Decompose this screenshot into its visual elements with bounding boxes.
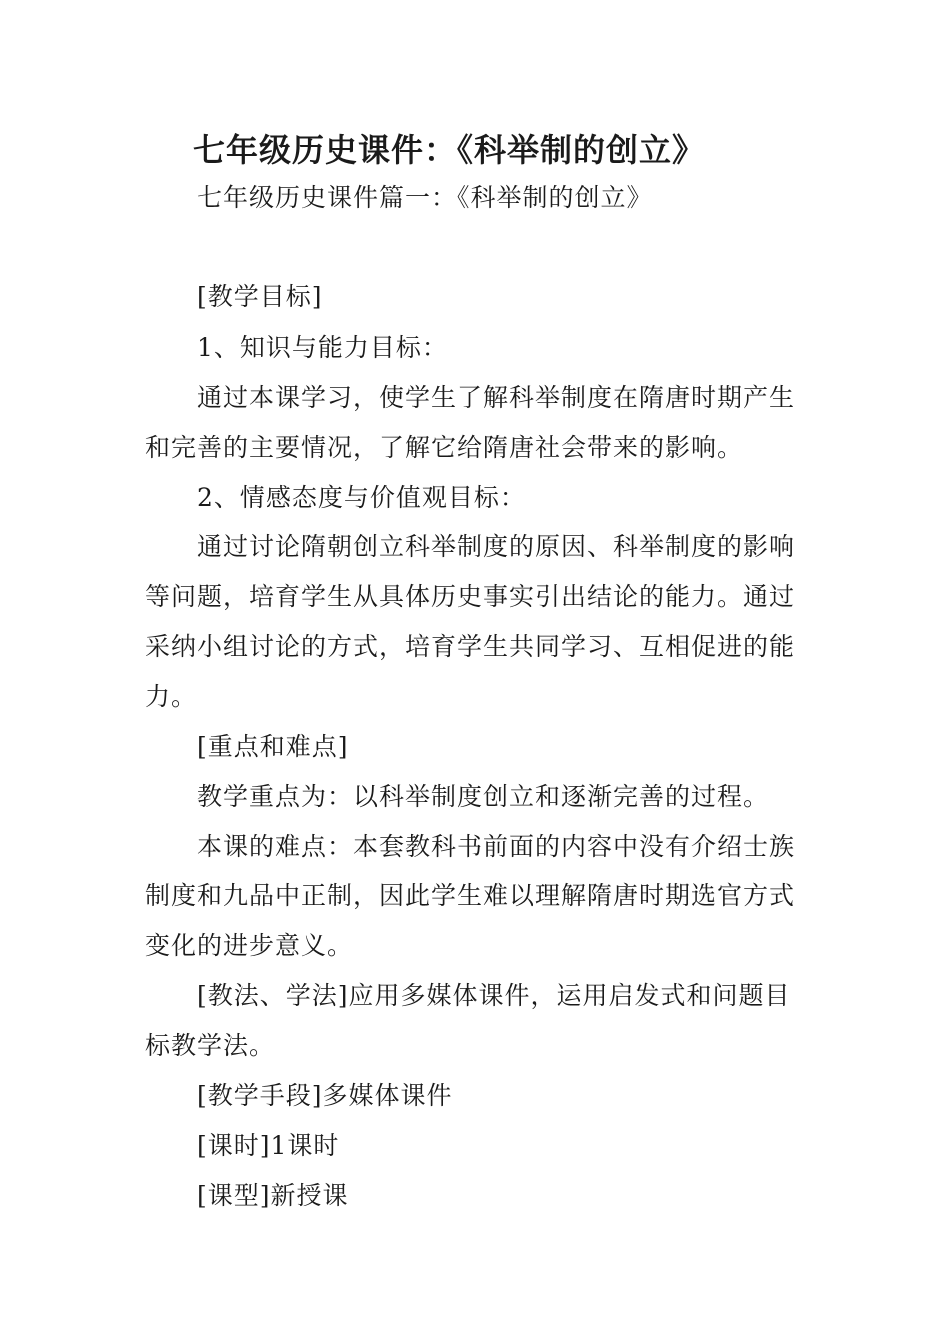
objective-heading-attitude: 2、情感态度与价值观目标：: [197, 483, 526, 512]
section-class-hours: [课时]1课时: [197, 1131, 340, 1160]
document-subtitle: 七年级历史课件篇一：《科举制的创立》: [197, 183, 653, 212]
document-title: 七年级历史课件：《科举制的创立》: [193, 131, 706, 169]
paragraph-line: 通过本课学习，使学生了解科举制度在隋唐时期产生: [197, 383, 796, 412]
paragraph-line: 等问题，培育学生从具体历史事实引出结论的能力。通过: [145, 582, 796, 611]
objective-heading-knowledge: 1、知识与能力目标：: [197, 333, 448, 362]
paragraph-line: 力。: [145, 682, 198, 711]
paragraph-line: 教学重点为：以科举制度创立和逐渐完善的过程。: [197, 782, 770, 811]
section-teaching-methods: [教法、学法]应用多媒体课件，运用启发式和问题目: [197, 981, 791, 1010]
paragraph-line: 标教学法。: [145, 1031, 276, 1060]
section-heading-objectives: [教学目标]: [197, 282, 323, 311]
section-teaching-means: [教学手段]多媒体课件: [197, 1081, 453, 1110]
paragraph-line: 制度和九品中正制，因此学生难以理解隋唐时期选官方式: [145, 881, 796, 910]
section-heading-key-points: [重点和难点]: [197, 732, 349, 761]
paragraph-line: 变化的进步意义。: [145, 931, 354, 960]
paragraph-line: 通过讨论隋朝创立科举制度的原因、科举制度的影响: [197, 532, 796, 561]
paragraph-line: 采纳小组讨论的方式，培育学生共同学习、互相促进的能: [145, 632, 796, 661]
paragraph-line: 和完善的主要情况，了解它给隋唐社会带来的影响。: [145, 433, 744, 462]
paragraph-line: 本课的难点：本套教科书前面的内容中没有介绍士族: [197, 832, 796, 861]
section-lesson-type: [课型]新授课: [197, 1181, 349, 1210]
